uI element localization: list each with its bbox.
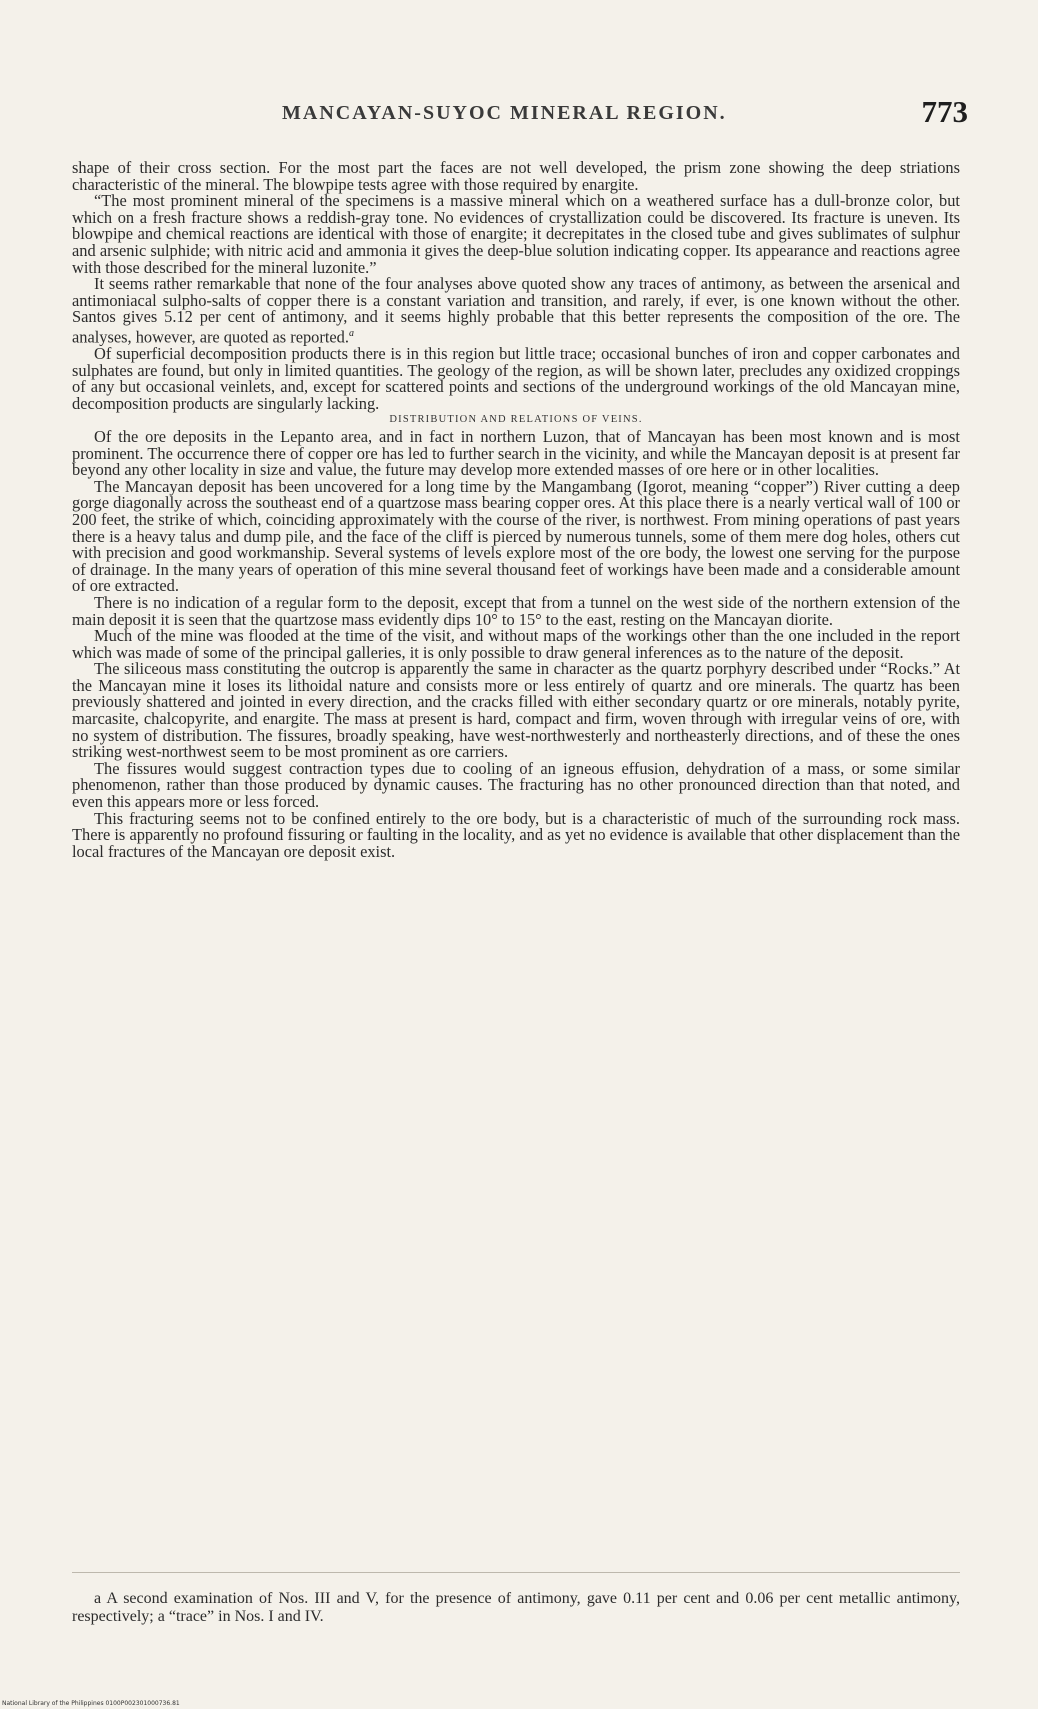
- page-header: [72, 94, 972, 138]
- paragraph-text: It seems rather remarkable that none of the four analyses above quoted show any traces of antimony, as between the arsenical and antimoniacal sulpho-salts of copper there is a constant variation and transition, and rarely, if ever, is one known without the other. Santos gives 5.12 per cent of antimony, and it seems highly probable that this better represents the composition of the ore. The analyses, however, are quoted as reported.: [72, 274, 960, 347]
- paragraph: [72, 276, 960, 346]
- paragraph: There is no indication of a regular form to the deposit, except that from a tunnel on the west side of the northern extension of the main deposit it is seen that the quartzose mass evidently dips 10° to 15° to the east, resting on the Mancayan diorite.: [72, 592, 960, 629]
- footnote-reference: a: [348, 327, 354, 339]
- body-text: [72, 160, 960, 860]
- paragraph: The Mancayan deposit has been uncovered for a long time by the Mangambang (Igorot, meaning “copper”) River cutting a deep gorge diagonally across the southeast end of a quartzose mass bearing copper ores. At this place there is a nearly vertical wall of 100 or 200 feet, the strike of which, coinciding approximately with the course of the river, is northwest. From mining operations of past years there is a heavy talus and dump pile, and the face of the cliff is pierced by numerous tunnels, some of them mere dog holes, others cut with precision and good workmanship. Several systems of levels explore most of the ore body, the lowest one serving for the purpose of drainage. In the many years of operation of this mine several thousand feet of workings have been made and a considerable amount of ore extracted.: [72, 476, 960, 596]
- paragraph: Of the ore deposits in the Lepanto area, and in fact in northern Luzon, that of Mancayan has been most known and is most prominent. The occurrence there of copper ore has led to further search in the vicinity, and while the Mancayan deposit is at present far beyond any other locality in size and value, the future may develop more extended masses of ore here or in other localities.: [72, 426, 960, 480]
- paragraph: This fracturing seems not to be confined entirely to the ore body, but is a characteristic of much of the surrounding rock mass. There is apparently no profound fissuring or faulting in the locality, and as yet no evidence is available that other displacement than the local fractures of the Mancayan ore deposit exist.: [72, 808, 960, 861]
- paragraph: shape of their cross section. For the most part the faces are not well developed, the prism zone showing the deep striations characteristic of the mineral. The blowpipe tests agree with those required by enargite.: [72, 158, 960, 194]
- footnote: a A second examination of Nos. III and V, for the presence of antimony, gave 0.11 per cent and 0.06 per cent metallic antimony, respectively; a “trace” in Nos. I and IV.: [72, 1590, 960, 1625]
- paragraph: “The most prominent mineral of the specimens is a massive mineral which on a weathered surface has a dull-bronze color, but which on a fresh fracture shows a reddish-gray tone. No evidences of crystallization could be discovered. Its fracture is uneven. Its blowpipe and chemical reactions are identical with those of enargite; it decrepitates in the closed tube and gives sublimates of sulphur and arsenic sulphide; with nitric acid and ammonia it gives the deep-blue solution indicating copper. Its appearance and reactions agree with those described for the mineral luzonite.”: [72, 191, 960, 277]
- running-title: MANCAYAN-SUYOC MINERAL REGION.: [282, 102, 727, 124]
- paragraph: The siliceous mass constituting the outcrop is apparently the same in character as the quartz porphyry described under “Rocks.” At the Mancayan mine it loses its lithoidal nature and consists more or less entirely of quartz and ore minerals. The quartz has been previously shattered and jointed in every direction, and the cracks filled with either secondary quartz or ore minerals, notably pyrite, marcasite, chalcopyrite, and enargite. The mass at present is hard, compact and firm, woven through with irregular veins of ore, with no system of distribution. The fissures, broadly speaking, have west-northwesterly and northeasterly directions, and of these the ones striking west-northwest seem to be most prominent as ore carriers.: [72, 659, 960, 762]
- page-number: 773: [921, 94, 968, 129]
- paragraph: Of superficial decomposition products there is in this region but little trace; occasional bunches of iron and copper carbonates and sulphates are found, but only in limited quantities. The geology of the region, as will be shown later, precludes any oxidized croppings of any but occasional veinlets, and, except for scattered points and sections of the underground workings of the old Mancayan mine, decomposition products are singularly lacking.: [72, 344, 960, 413]
- section-heading: DISTRIBUTION AND RELATIONS OF VEINS.: [389, 414, 643, 426]
- paragraph: Much of the mine was flooded at the time of the visit, and without maps of the workings other than the one included in the report which was made of some of the principal galleries, it is only possible to draw general inferences as to the nature of the deposit.: [72, 626, 960, 662]
- library-watermark: National Library of the Philippines 0100P002301000736.81: [2, 1700, 180, 1707]
- paragraph: The fissures would suggest contraction types due to cooling of an igneous effusion, dehydration of a mass, or some similar phenomenon, rather than those produced by dynamic causes. The fracturing has no other pronounced direction than that noted, and even this appears more or less forced.: [72, 758, 960, 812]
- footnote-divider: [72, 1572, 960, 1573]
